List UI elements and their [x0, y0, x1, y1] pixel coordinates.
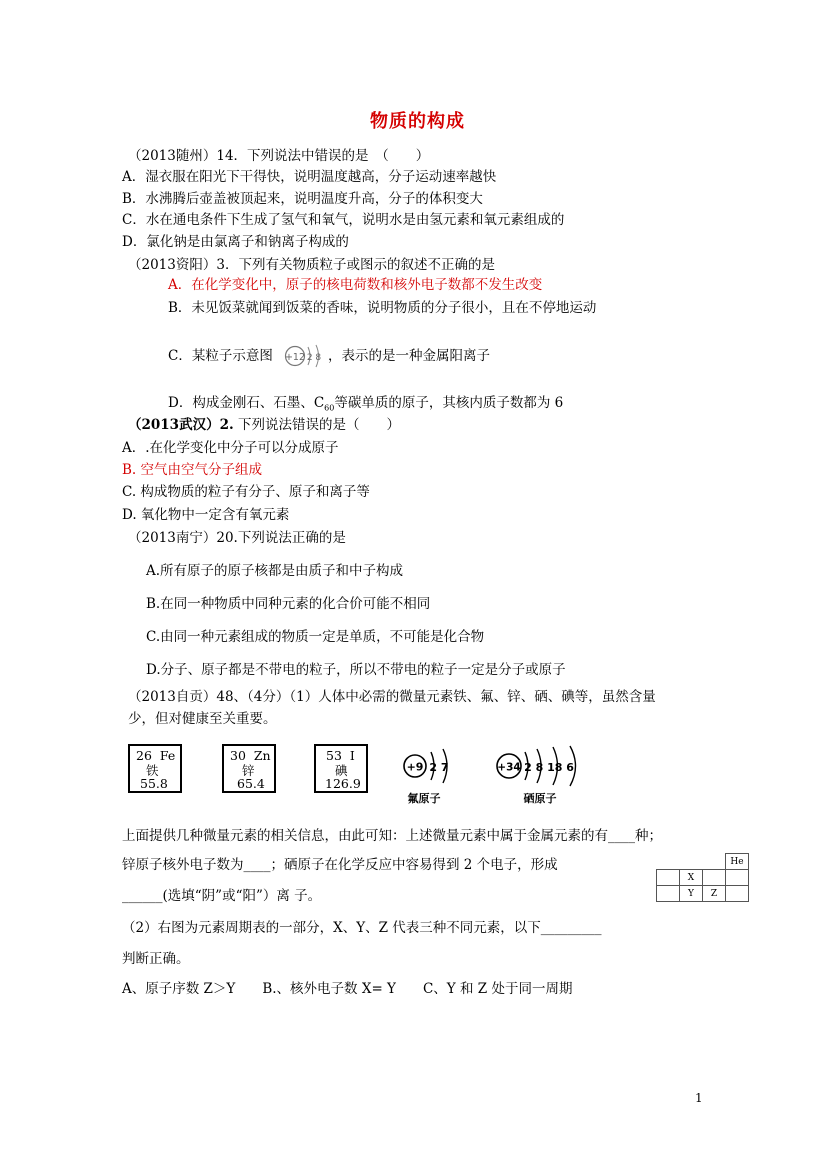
q2-option-d: D．构成金刚石、石墨、$C_{60}$等碳单质的原子，其核内质子数都为 6 — [168, 395, 564, 413]
fluorine-atom-diagram — [400, 746, 470, 806]
periodic-cell-z: Z — [703, 886, 726, 902]
element-card-fe — [128, 744, 182, 793]
ion-shells: 2 8 — [306, 353, 322, 363]
q5-para4: （2）右图为元素周期表的一部分，X、Y、Z 代表三种不同元素，以下_________ — [122, 920, 602, 936]
q1-option-b: B．水沸腾后壶盖被顶起来，说明温度升高，分子的体积变大 — [122, 191, 483, 207]
q2-option-c-pre: C．某粒子示意图 — [168, 348, 273, 364]
q1-option-d: D．氯化钠是由氯离子和钠离子构成的 — [122, 234, 349, 250]
element-number-sym: 30 Zn — [230, 748, 271, 763]
selenium-label: 硒原子 — [523, 792, 557, 805]
q3-option-a: A．.在化学变化中分子可以分成原子 — [122, 440, 339, 456]
q4-option-b: B.在同一种物质中同种元素的化合价可能不相同 — [146, 596, 431, 612]
page-number: 1 — [695, 1091, 703, 1105]
q1-stem: （2013随州）14．下列说法中错误的是 （ ） — [128, 148, 430, 164]
element-mass: 65.4 — [237, 776, 265, 791]
ion-nucleus: +12 — [284, 352, 306, 363]
selenium-atom-diagram — [494, 746, 604, 806]
periodic-cell-he: He — [726, 854, 749, 870]
element-name: 碘 — [335, 763, 348, 778]
q3-option-d: D. 氧化物中一定含有氧元素 — [122, 507, 290, 523]
q4-option-d: D.分子、原子都是不带电的粒子，所以不带电的粒子一定是分子或原子 — [146, 662, 566, 678]
q2-option-a: A．在化学变化中，原子的核电荷数和核外电子数都不发生改变 — [168, 277, 543, 293]
q5-options: A、原子序数 Z＞Y B.、核外电子数 X= Y C、Y 和 Z 处于同一周期 — [122, 981, 573, 997]
q5-para5: 判断正确。 — [122, 951, 190, 967]
q4-stem: （2013南宁）20.下列说法正确的是 — [128, 530, 346, 546]
element-number-sym: 53 I — [326, 748, 355, 763]
q2-stem: （2013资阳）3．下列有关物质粒子或图示的叙述不正确的是 — [128, 257, 495, 273]
q5-para1: 上面提供几种微量元素的相关信息，由此可知：上述微量元素中属于金属元素的有____种； — [122, 828, 662, 844]
q4-option-c: C.由同一种元素组成的物质一定是单质，不可能是化合物 — [146, 629, 485, 645]
q2-option-c-post: ，表示的是一种金属阳离子 — [328, 348, 490, 364]
q5-para2: 锌原子核外电子数为____；硒原子在化学反应中容易得到 2 个电子，形成 — [122, 857, 558, 873]
fluorine-shells: 2 7 — [429, 761, 449, 774]
selenium-nucleus: +34 — [497, 761, 521, 774]
fluorine-label: 氟原子 — [407, 792, 441, 805]
page-title: 物质的构成 — [370, 111, 465, 132]
q5-stem-line1: （2013自贡）48、（4分）（1）人体中必需的微量元素铁、氟、锌、硒、碘等，虽然含量 — [128, 689, 656, 705]
q1-option-c: C．水在通电条件下生成了氢气和氧气，说明水是由氢元素和氧元素组成的 — [122, 212, 565, 228]
q5-stem-line2: 少，但对健康至关重要。 — [128, 711, 277, 727]
periodic-cell-x: X — [680, 870, 703, 886]
element-mass: 55.8 — [140, 776, 168, 791]
q5-para3: ______(选填“阴”或“阳”）离 子。 — [122, 888, 322, 904]
periodic-table-fragment — [656, 853, 749, 902]
q1-option-a: A．湿衣服在阳光下干得快，说明温度越高，分子运动速率越快 — [122, 169, 497, 185]
element-name: 铁 — [146, 763, 159, 778]
element-name: 锌 — [242, 763, 255, 778]
q4-option-a: A.所有原子的原子核都是由质子和中子构成 — [146, 563, 404, 579]
q3-option-b: B. 空气由空气分子组成 — [122, 462, 263, 478]
q3-stem: （2013武汉）2. 下列说法错误的是（ ） — [128, 417, 400, 433]
fluorine-nucleus: +9 — [406, 760, 424, 774]
q2-option-b: B．未见饭菜就闻到饭菜的香味，说明物质的分子很小，且在不停地运动 — [168, 300, 597, 316]
periodic-cell-y: Y — [680, 886, 703, 902]
element-mass: 126.9 — [325, 776, 361, 791]
element-card-i — [314, 744, 368, 793]
element-number-sym: 26 Fe — [136, 748, 176, 763]
element-card-zn — [222, 744, 276, 793]
q3-option-c: C. 构成物质的粒子有分子、原子和离子等 — [122, 484, 370, 500]
selenium-shells: 2 8 18 6 — [524, 761, 574, 774]
ion-structure-diagram — [283, 341, 327, 371]
